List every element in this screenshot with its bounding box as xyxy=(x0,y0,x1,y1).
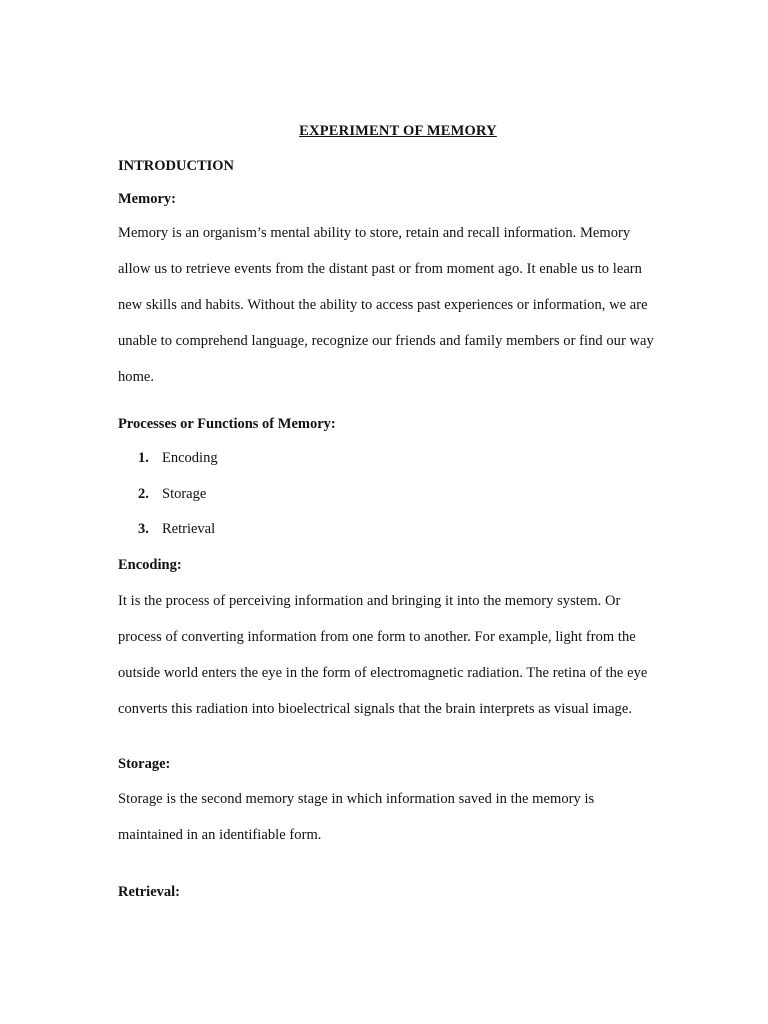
introduction-heading: INTRODUCTION xyxy=(118,158,235,174)
paragraph-line: process of converting information from one form to another. For example, light from the xyxy=(118,629,636,645)
retrieval-heading: Retrieval: xyxy=(118,884,180,900)
paragraph-line: converts this radiation into bioelectrical signals that the brain interprets as visual image. xyxy=(118,701,633,717)
paragraph-line: allow us to retrieve events from the distant past or from moment ago. It enable us to learn xyxy=(118,261,642,277)
document-title: EXPERIMENT OF MEMORY xyxy=(299,123,497,139)
paragraph-line: Memory is an organism’s mental ability to store, retain and recall information. Memory xyxy=(118,225,631,241)
paragraph-line: maintained in an identifiable form. xyxy=(118,827,322,843)
list-item-label: Retrieval xyxy=(162,521,216,537)
list-item xyxy=(138,448,218,484)
processes-list xyxy=(138,448,218,555)
paragraph-line: Storage is the second memory stage in which information saved in the memory is xyxy=(118,791,595,807)
paragraph-line: outside world enters the eye in the form of electromagnetic radiation. The retina of the eye xyxy=(118,665,648,681)
paragraph-line: unable to comprehend language, recognize our friends and family members or find our way xyxy=(118,333,654,349)
list-item-number: 2. xyxy=(138,485,149,502)
storage-heading: Storage: xyxy=(118,756,171,772)
storage-paragraph xyxy=(118,781,678,853)
memory-paragraph xyxy=(118,215,678,395)
memory-heading: Memory: xyxy=(118,191,176,207)
list-item-label: Encoding xyxy=(162,450,218,466)
list-item xyxy=(138,484,218,520)
list-item-number: 3. xyxy=(138,521,149,537)
list-item-number: 1. xyxy=(138,450,149,466)
paragraph-line: It is the process of perceiving information and bringing it into the memory system. Or xyxy=(118,593,621,609)
list-item xyxy=(138,519,218,555)
encoding-paragraph xyxy=(118,583,678,727)
encoding-heading: Encoding: xyxy=(118,557,182,573)
processes-heading: Processes or Functions of Memory: xyxy=(118,416,336,432)
paragraph-line: home. xyxy=(118,369,155,385)
paragraph-line: new skills and habits. Without the ability to access past experiences or information, we are xyxy=(118,297,648,313)
list-item-label: Storage xyxy=(162,485,207,502)
